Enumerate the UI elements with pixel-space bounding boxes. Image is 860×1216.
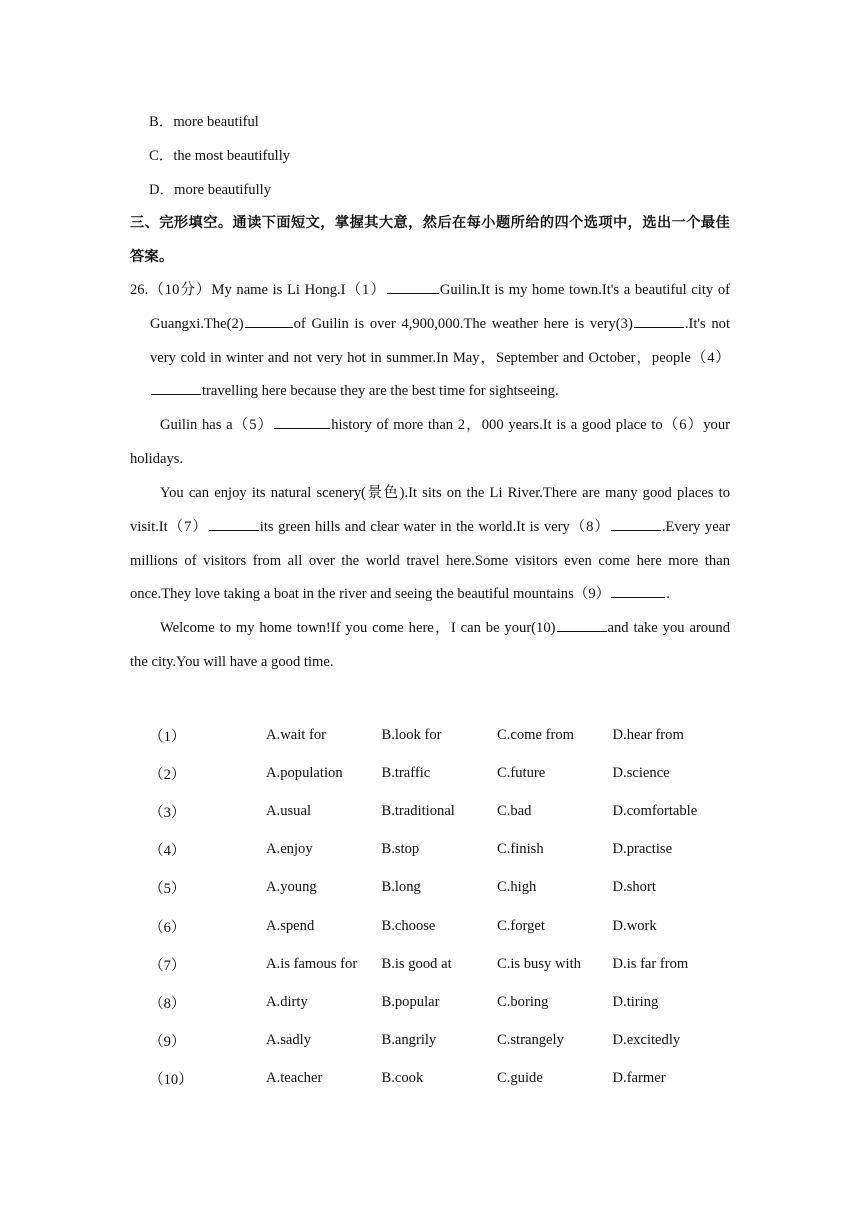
choice-c: C.forget: [497, 917, 545, 934]
choice-a: A.spend: [266, 917, 315, 934]
choice-d: D.science: [612, 764, 670, 781]
choice-c: C.bad: [497, 802, 532, 819]
blank-10: [557, 630, 607, 632]
blank-7: [209, 529, 259, 531]
choice-d: D.practise: [612, 841, 673, 858]
choice-a: A.sadly: [266, 1032, 311, 1049]
section-heading: 三、完形填空。通读下面短文，掌握其大意，然后在每小题所给的四个选项中，选出一个最佳答案。: [130, 215, 730, 265]
question-paragraph-3: You can enjoy its natural scenery(景色).It sits on the Li River.There are many good places to visit.It（7） its green hills and clear water in the world.It is very（8） .Every year millions of visitors from all over the world travel here.Some visitors even come here more than once.They love taking a boat in the river and seeing the beautiful mountains（9） .: [130, 485, 731, 603]
choice-row: [149, 945, 697, 983]
choice-d: D.comfortable: [612, 802, 698, 819]
choice-b: B.look for: [381, 726, 442, 743]
choice-row: [149, 831, 697, 869]
choice-b: B.traditional: [381, 802, 455, 819]
choice-c: C.boring: [497, 993, 549, 1010]
choice-c: C.is busy with: [497, 955, 581, 972]
choice-row: [149, 716, 697, 754]
choice-d: D.is far from: [612, 955, 689, 972]
choice-row: [149, 907, 697, 945]
choice-number: （10）: [149, 1072, 193, 1089]
choice-row: [149, 983, 697, 1021]
choice-c: C.strangely: [497, 1032, 564, 1049]
choice-number: （1）: [149, 728, 186, 745]
choice-d: D.hear from: [612, 726, 684, 743]
choice-a: A.is famous for: [266, 955, 358, 972]
blank-3: [634, 326, 684, 328]
previous-option-c: C．the most beautifully: [149, 148, 291, 164]
choice-b: B.long: [381, 879, 421, 896]
choice-a: A.teacher: [266, 1070, 323, 1087]
choice-b: B.is good at: [381, 955, 452, 972]
choice-c: C.guide: [497, 1070, 543, 1087]
choice-number: （7）: [149, 957, 186, 974]
choice-number: （2）: [149, 766, 186, 783]
blank-9: [611, 596, 665, 598]
blank-5: [274, 427, 330, 429]
previous-option-d: D．more beautifully: [149, 182, 271, 198]
choice-a: A.usual: [266, 802, 311, 819]
choice-number: （8）: [149, 995, 186, 1012]
choice-a: A.young: [266, 879, 317, 896]
choice-d: D.farmer: [612, 1070, 666, 1087]
choice-d: D.excitedly: [612, 1032, 681, 1049]
blank-8: [611, 529, 661, 531]
choice-c: C.high: [497, 879, 537, 896]
choice-number: （3）: [149, 804, 186, 821]
choice-b: B.popular: [381, 993, 440, 1010]
choice-a: A.enjoy: [266, 841, 313, 858]
choice-b: B.stop: [381, 841, 420, 858]
choice-number: （9）: [149, 1034, 186, 1051]
choice-a: A.wait for: [266, 726, 326, 743]
question-paragraph-1: 26.（10分）My name is Li Hong.I（1） Guilin.It is my home town.It's a beautiful city of Guangxi.The(2) of Guilin is over 4,900,000.The weather here is very(3) .It's not very cold in winter and not very hot in summer.In May，September and October，people（4）travelling here because they are the best time for sightseeing.: [130, 282, 731, 400]
blank-4: [151, 393, 201, 395]
choice-d: D.short: [612, 879, 656, 896]
choice-row: [149, 869, 697, 907]
choice-number: （5）: [149, 881, 186, 898]
choice-row: [149, 1022, 697, 1060]
choice-c: C.come from: [497, 726, 575, 743]
choice-row: [149, 1060, 697, 1098]
previous-option-b: B．more beautiful: [149, 114, 259, 130]
choice-number: （4）: [149, 843, 186, 860]
choice-row: [149, 754, 697, 792]
answer-choices-table: [149, 716, 697, 1098]
choice-b: B.traffic: [381, 764, 431, 781]
blank-1: [387, 292, 439, 294]
choice-d: D.tiring: [612, 993, 659, 1010]
choice-a: A.population: [266, 764, 343, 781]
question-points: （10分）: [148, 282, 212, 298]
choice-number: （6）: [149, 919, 186, 936]
choice-b: B.choose: [381, 917, 436, 934]
choice-d: D.work: [612, 917, 657, 934]
choice-a: A.dirty: [266, 993, 308, 1010]
choice-b: B.cook: [381, 1070, 424, 1087]
question-paragraph-4: Welcome to my home town!If you come here，I can be your(10) and take you around the city.You will have a good time.: [130, 620, 730, 670]
blank-2: [245, 326, 293, 328]
choice-b: B.angrily: [381, 1032, 437, 1049]
question-paragraph-2: Guilin has a（5） history of more than 2，000 years.It is a good place to（6）your holidays.: [130, 417, 730, 467]
choice-c: C.future: [497, 764, 546, 781]
choice-row: [149, 792, 697, 830]
choice-c: C.finish: [497, 841, 544, 858]
question-number: 26.: [130, 282, 149, 298]
